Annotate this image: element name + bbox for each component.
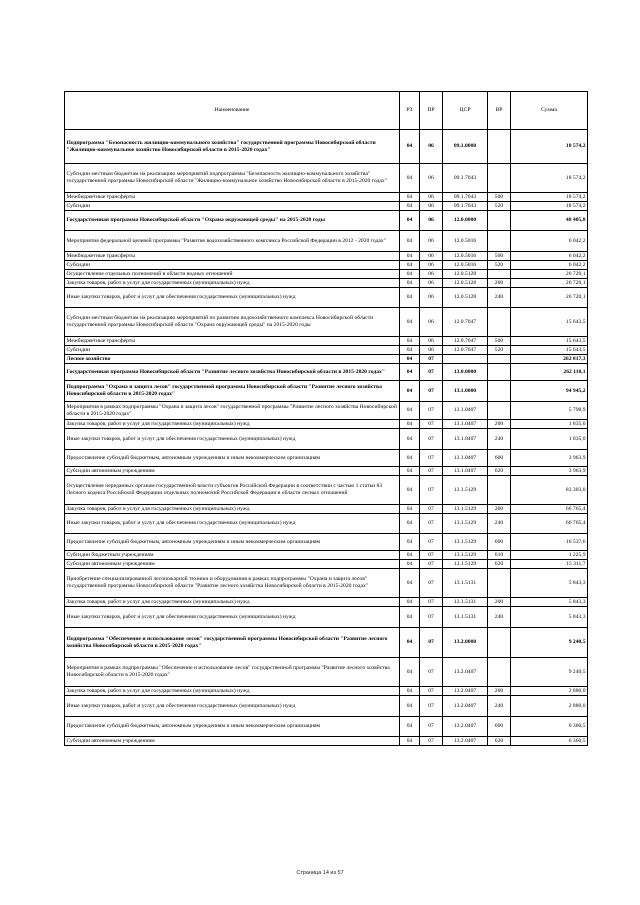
cell-rz: 04 <box>400 164 420 193</box>
cell-vr <box>488 381 511 402</box>
cell-csr: 13.1.0407 <box>443 420 488 429</box>
cell-vr <box>488 364 511 381</box>
table-row <box>65 252 588 261</box>
cell-rz: 04 <box>400 569 420 598</box>
table-row <box>65 467 588 476</box>
table-row <box>65 476 588 505</box>
cell-rz: 04 <box>400 420 420 429</box>
cell-pr: 07 <box>420 420 443 429</box>
cell-vr <box>488 130 511 164</box>
cell-name: Предоставление субсидий бюджетным, автономным учреждениям и иным некоммерческим организациям <box>65 450 400 467</box>
cell-vr <box>488 476 511 505</box>
header-name: Наименование <box>65 92 400 130</box>
cell-sum: 48 405,8 <box>511 211 588 231</box>
cell-name: Осуществление отдельных полномочий в области водных отношений <box>65 270 400 279</box>
cell-name: Иные закупки товаров, работ и услуг для обеспечения государственных (муниципальных) нужд <box>65 514 400 534</box>
table-row <box>65 381 588 402</box>
cell-csr: 12.0.0000 <box>443 211 488 231</box>
cell-pr: 06 <box>420 270 443 279</box>
table-row <box>65 696 588 717</box>
cell-name: Иные закупки товаров, работ и услуг для обеспечения государственных (муниципальных) нужд <box>65 288 400 308</box>
cell-sum: 26 720,1 <box>511 288 588 308</box>
cell-name: Межбюджетные трансферты <box>65 193 400 202</box>
table-row <box>65 551 588 560</box>
cell-csr: 09.1.7043 <box>443 193 488 202</box>
cell-rz: 04 <box>400 687 420 696</box>
cell-rz: 04 <box>400 717 420 737</box>
cell-csr: 12.0.7047 <box>443 346 488 355</box>
cell-sum: 9 240,5 <box>511 628 588 658</box>
cell-name: Межбюджетные трансферты <box>65 337 400 346</box>
cell-vr <box>488 569 511 598</box>
cell-csr: 13.1.0000 <box>443 381 488 402</box>
cell-rz: 04 <box>400 467 420 476</box>
cell-pr: 07 <box>420 560 443 569</box>
cell-rz: 04 <box>400 193 420 202</box>
cell-csr: 13.1.5129 <box>443 534 488 551</box>
cell-vr: 620 <box>488 467 511 476</box>
cell-sum: 262 817,3 <box>511 355 588 364</box>
cell-name: Субсидии автономным учреждениям <box>65 737 400 746</box>
cell-name: Закупка товаров, работ и услуг для государственных (муниципальных) нужд <box>65 687 400 696</box>
table-row <box>65 288 588 308</box>
cell-rz: 04 <box>400 450 420 467</box>
table-row <box>65 717 588 737</box>
page-number: Страница 14 из 57 <box>296 870 344 876</box>
cell-sum: 1 225,9 <box>511 551 588 560</box>
cell-rz: 04 <box>400 355 420 364</box>
cell-rz: 04 <box>400 231 420 252</box>
cell-rz: 04 <box>400 628 420 658</box>
table-row <box>65 450 588 467</box>
cell-sum: 5 843,3 <box>511 607 588 628</box>
cell-name: Приобретение специализированной лесопожарной техники и оборудования в рамках подпрограммы "Охрана и защита лесов" государственной программы Новосибирской области "Развитие лесного хозяйства Новосибирской области в 2015-2020 годах" <box>65 569 400 598</box>
cell-csr: 13.1.5131 <box>443 598 488 607</box>
cell-rz: 04 <box>400 505 420 514</box>
cell-pr: 06 <box>420 202 443 211</box>
table-row <box>65 231 588 252</box>
cell-sum: 6 042,2 <box>511 231 588 252</box>
cell-name: Иные закупки товаров, работ и услуг для обеспечения государственных (муниципальных) нужд <box>65 607 400 628</box>
cell-sum: 18 574,2 <box>511 164 588 193</box>
cell-csr: 12.0.5128 <box>443 270 488 279</box>
cell-name: Иные закупки товаров, работ и услуг для обеспечения государственных (муниципальных) нужд <box>65 429 400 450</box>
cell-csr: 13.1.0407 <box>443 402 488 420</box>
cell-pr: 06 <box>420 164 443 193</box>
cell-name: Субсидии местным бюджетам на реализацию мероприятий подпрограммы "Безопасность жилищно-коммунального хозяйства" государственной программы Новосибирской области "Жилищно-коммунальное хозяйство Новосибирской области в 2015-2020 годах" <box>65 164 400 193</box>
cell-name: Субсидии автономным учреждениям <box>65 560 400 569</box>
cell-vr: 240 <box>488 288 511 308</box>
cell-rz: 04 <box>400 737 420 746</box>
cell-csr: 13.2.0407 <box>443 696 488 717</box>
cell-pr: 07 <box>420 551 443 560</box>
cell-sum: 66 765,4 <box>511 514 588 534</box>
cell-vr: 200 <box>488 598 511 607</box>
cell-rz: 04 <box>400 607 420 628</box>
cell-sum: 2 880,0 <box>511 696 588 717</box>
table-row <box>65 737 588 746</box>
cell-name: Иные закупки товаров, работ и услуг для обеспечения государственных (муниципальных) нужд <box>65 696 400 717</box>
cell-pr: 07 <box>420 505 443 514</box>
table-row <box>65 130 588 164</box>
cell-sum: 6 042,2 <box>511 261 588 270</box>
cell-sum: 262 110,1 <box>511 364 588 381</box>
cell-vr: 520 <box>488 202 511 211</box>
cell-sum: 2 880,0 <box>511 687 588 696</box>
cell-name: Предоставление субсидий бюджетным, автономным учреждениям и иным некоммерческим организациям <box>65 534 400 551</box>
cell-sum: 5 843,3 <box>511 569 588 598</box>
cell-vr: 500 <box>488 252 511 261</box>
cell-rz: 04 <box>400 346 420 355</box>
cell-sum: 26 720,1 <box>511 270 588 279</box>
cell-rz: 04 <box>400 130 420 164</box>
cell-rz: 04 <box>400 402 420 420</box>
cell-rz: 04 <box>400 514 420 534</box>
cell-csr: 13.1.5131 <box>443 569 488 598</box>
cell-name: Подпрограмма "Охрана и защита лесов" государственной программы Новосибирской области "Развитие лесного хозяйства Новосибирской области в 2015-2020 годах" <box>65 381 400 402</box>
cell-sum: 1 835,0 <box>511 429 588 450</box>
cell-pr: 07 <box>420 687 443 696</box>
cell-sum: 18 574,2 <box>511 130 588 164</box>
cell-csr: 13.1.0407 <box>443 467 488 476</box>
cell-sum: 6 042,2 <box>511 252 588 261</box>
cell-name: Субсидии бюджетным учреждениям <box>65 551 400 560</box>
cell-pr: 07 <box>420 514 443 534</box>
cell-csr: 12.0.5016 <box>443 231 488 252</box>
cell-rz: 04 <box>400 364 420 381</box>
header-rz: РЗ <box>400 92 420 130</box>
cell-vr: 600 <box>488 534 511 551</box>
budget-table <box>64 91 588 746</box>
cell-name: Субсидии <box>65 346 400 355</box>
cell-rz: 04 <box>400 551 420 560</box>
cell-name: Закупка товаров, работ и услуг для государственных (муниципальных) нужд <box>65 279 400 288</box>
cell-sum: 15 311,7 <box>511 560 588 569</box>
cell-csr: 13.1.5129 <box>443 505 488 514</box>
table-row <box>65 337 588 346</box>
cell-csr <box>443 355 488 364</box>
cell-csr: 12.0.7047 <box>443 337 488 346</box>
cell-rz: 04 <box>400 560 420 569</box>
cell-rz: 04 <box>400 429 420 450</box>
cell-sum: 15 643,5 <box>511 308 588 337</box>
cell-rz: 04 <box>400 337 420 346</box>
cell-pr: 06 <box>420 231 443 252</box>
cell-pr: 07 <box>420 476 443 505</box>
cell-rz: 04 <box>400 202 420 211</box>
header-pr: ПР <box>420 92 443 130</box>
cell-rz: 04 <box>400 288 420 308</box>
cell-sum: 16 537,6 <box>511 534 588 551</box>
cell-name: Подпрограмма "Обеспечение и использование лесов" государственной программы Новосибирской области "Развитие лесного хозяйства Новосибирской области в 2015-2020 годах" <box>65 628 400 658</box>
cell-pr: 07 <box>420 569 443 598</box>
cell-rz: 04 <box>400 658 420 687</box>
cell-csr: 13.2.0407 <box>443 687 488 696</box>
table-row <box>65 164 588 193</box>
cell-pr: 07 <box>420 429 443 450</box>
cell-csr: 12.0.5128 <box>443 288 488 308</box>
cell-pr: 07 <box>420 355 443 364</box>
cell-pr: 06 <box>420 130 443 164</box>
cell-sum: 3 963,9 <box>511 467 588 476</box>
table-row <box>65 308 588 337</box>
cell-pr: 06 <box>420 252 443 261</box>
cell-vr: 240 <box>488 696 511 717</box>
cell-rz: 04 <box>400 211 420 231</box>
cell-pr: 07 <box>420 450 443 467</box>
cell-sum: 18 574,2 <box>511 193 588 202</box>
header-sum: Сумма <box>511 92 588 130</box>
table-row <box>65 346 588 355</box>
cell-vr <box>488 231 511 252</box>
cell-sum: 94 945,2 <box>511 381 588 402</box>
table-row <box>65 429 588 450</box>
cell-name: Лесное хозяйство <box>65 355 400 364</box>
cell-vr <box>488 355 511 364</box>
cell-pr: 06 <box>420 279 443 288</box>
cell-pr: 07 <box>420 467 443 476</box>
table-row <box>65 202 588 211</box>
cell-pr: 07 <box>420 696 443 717</box>
cell-rz: 04 <box>400 308 420 337</box>
cell-pr: 07 <box>420 737 443 746</box>
cell-vr <box>488 308 511 337</box>
cell-name: Подпрограмма "Безопасность жилищно-коммунального хозяйства" государственной программы Новосибирской области "Жилищно-коммунальное хозяйство Новосибирской области в 2015-2020 годах" <box>65 130 400 164</box>
cell-vr: 600 <box>488 717 511 737</box>
cell-sum: 66 765,4 <box>511 505 588 514</box>
cell-csr: 13.2.0407 <box>443 717 488 737</box>
table-row <box>65 534 588 551</box>
table-row <box>65 607 588 628</box>
cell-vr: 200 <box>488 420 511 429</box>
cell-csr: 13.1.5129 <box>443 476 488 505</box>
cell-pr: 07 <box>420 658 443 687</box>
cell-sum: 1 835,0 <box>511 420 588 429</box>
table-row <box>65 628 588 658</box>
table-body <box>65 130 588 746</box>
cell-sum: 15 643,5 <box>511 346 588 355</box>
cell-csr: 09.1.7043 <box>443 164 488 193</box>
cell-name: Предоставление субсидий бюджетным, автономным учреждениям и иным некоммерческим организациям <box>65 717 400 737</box>
cell-csr: 13.1.0407 <box>443 450 488 467</box>
cell-vr: 200 <box>488 687 511 696</box>
cell-pr: 07 <box>420 598 443 607</box>
table-row <box>65 569 588 598</box>
cell-pr: 06 <box>420 337 443 346</box>
cell-rz: 04 <box>400 534 420 551</box>
table-row <box>65 211 588 231</box>
cell-name: Государственная программа Новосибирской области "Охрана окружающей среды" на 2015-2020 годы <box>65 211 400 231</box>
cell-name: Мероприятия в рамках подпрограммы "Обеспечение и использование лесов" государственной программы "Развитие лесного хозяйства Новосибирской области в 2015-2020 годах" <box>65 658 400 687</box>
table-row <box>65 364 588 381</box>
cell-pr: 06 <box>420 308 443 337</box>
cell-vr <box>488 402 511 420</box>
cell-rz: 04 <box>400 598 420 607</box>
cell-vr: 240 <box>488 514 511 534</box>
table-header-row <box>65 92 588 130</box>
cell-rz: 04 <box>400 696 420 717</box>
cell-vr <box>488 164 511 193</box>
cell-csr: 12.0.7047 <box>443 308 488 337</box>
cell-rz: 04 <box>400 476 420 505</box>
cell-pr: 07 <box>420 534 443 551</box>
cell-pr: 06 <box>420 346 443 355</box>
cell-name: Субсидии местным бюджетам на реализацию мероприятий по развитию водохозяйственного комплекса Новосибирской области государственной программы Новосибирской области "Охрана окружающей среды" на 2015-2020 годы <box>65 308 400 337</box>
cell-vr: 240 <box>488 429 511 450</box>
table-row <box>65 514 588 534</box>
cell-name: Мероприятия федеральной целевой программы "Развитие водохозяйственного комплекса Российской Федерации в 2012 - 2020 годах" <box>65 231 400 252</box>
table-row <box>65 560 588 569</box>
table-row <box>65 420 588 429</box>
cell-vr: 500 <box>488 193 511 202</box>
cell-sum: 26 720,1 <box>511 279 588 288</box>
cell-sum: 15 643,5 <box>511 337 588 346</box>
cell-pr: 07 <box>420 607 443 628</box>
cell-vr: 520 <box>488 346 511 355</box>
cell-csr: 13.1.5129 <box>443 560 488 569</box>
cell-csr: 12.0.5128 <box>443 279 488 288</box>
cell-rz: 04 <box>400 279 420 288</box>
cell-pr: 06 <box>420 193 443 202</box>
cell-sum: 6 360,5 <box>511 737 588 746</box>
cell-csr: 13.2.0407 <box>443 658 488 687</box>
cell-csr: 09.1.0000 <box>443 130 488 164</box>
cell-pr: 07 <box>420 364 443 381</box>
table-row <box>65 402 588 420</box>
cell-pr: 06 <box>420 211 443 231</box>
header-csr: ЦСР <box>443 92 488 130</box>
cell-vr: 620 <box>488 560 511 569</box>
cell-name: Закупка товаров, работ и услуг для государственных (муниципальных) нужд <box>65 505 400 514</box>
cell-vr <box>488 211 511 231</box>
table-row <box>65 505 588 514</box>
cell-vr: 600 <box>488 450 511 467</box>
cell-rz: 04 <box>400 261 420 270</box>
cell-sum: 9 240,5 <box>511 658 588 687</box>
cell-name: Мероприятия в рамках подпрограммы "Охрана и защита лесов" государственной программы "Развитие лесного хозяйства Новосибирской области в 2015-2020 годах" <box>65 402 400 420</box>
cell-rz: 04 <box>400 381 420 402</box>
cell-csr: 13.1.5131 <box>443 607 488 628</box>
cell-pr: 07 <box>420 628 443 658</box>
cell-name: Межбюджетные трансферты <box>65 252 400 261</box>
cell-csr: 13.1.5129 <box>443 551 488 560</box>
table-row <box>65 261 588 270</box>
cell-name: Субсидии <box>65 261 400 270</box>
cell-pr: 06 <box>420 288 443 308</box>
cell-pr: 06 <box>420 261 443 270</box>
cell-sum: 5 798,9 <box>511 402 588 420</box>
cell-vr: 620 <box>488 737 511 746</box>
cell-pr: 07 <box>420 381 443 402</box>
cell-csr: 13.1.0407 <box>443 429 488 450</box>
table-row <box>65 687 588 696</box>
cell-csr: 09.1.7043 <box>443 202 488 211</box>
cell-csr: 12.0.5016 <box>443 261 488 270</box>
table-row <box>65 598 588 607</box>
cell-sum: 6 360,5 <box>511 717 588 737</box>
cell-name: Осуществление переданных органам государственной власти субъектов Российской Федерации в соответствии с частью 1 статьи 83 Лесного кодекса Российской Федерации отдельных полномочий Российской Федерации в области лесных отношений <box>65 476 400 505</box>
cell-sum: 18 574,2 <box>511 202 588 211</box>
table-row <box>65 270 588 279</box>
cell-vr: 240 <box>488 607 511 628</box>
cell-vr <box>488 628 511 658</box>
cell-csr: 13.0.0000 <box>443 364 488 381</box>
cell-name: Субсидии <box>65 202 400 211</box>
cell-vr: 610 <box>488 551 511 560</box>
cell-rz: 04 <box>400 252 420 261</box>
cell-vr: 200 <box>488 279 511 288</box>
table-row <box>65 658 588 687</box>
cell-vr: 200 <box>488 505 511 514</box>
table-row <box>65 279 588 288</box>
cell-csr: 13.1.5129 <box>443 514 488 534</box>
table-row <box>65 193 588 202</box>
cell-csr: 13.2.0000 <box>443 628 488 658</box>
cell-vr: 500 <box>488 337 511 346</box>
table-row <box>65 355 588 364</box>
cell-sum: 3 963,9 <box>511 450 588 467</box>
cell-vr <box>488 270 511 279</box>
cell-pr: 07 <box>420 717 443 737</box>
cell-vr <box>488 658 511 687</box>
cell-pr: 07 <box>420 402 443 420</box>
cell-rz: 04 <box>400 270 420 279</box>
cell-sum: 83 303,0 <box>511 476 588 505</box>
cell-name: Закупка товаров, работ и услуг для государственных (муниципальных) нужд <box>65 598 400 607</box>
cell-csr: 12.0.5016 <box>443 252 488 261</box>
cell-name: Закупка товаров, работ и услуг для государственных (муниципальных) нужд <box>65 420 400 429</box>
cell-csr: 13.2.0407 <box>443 737 488 746</box>
cell-name: Государственная программа Новосибирской области "Развитие лесного хозяйства Новосибирской области в 2015-2020 годах" <box>65 364 400 381</box>
header-vr: ВР <box>488 92 511 130</box>
cell-name: Субсидии автономным учреждениям <box>65 467 400 476</box>
cell-sum: 5 843,3 <box>511 598 588 607</box>
cell-vr: 520 <box>488 261 511 270</box>
